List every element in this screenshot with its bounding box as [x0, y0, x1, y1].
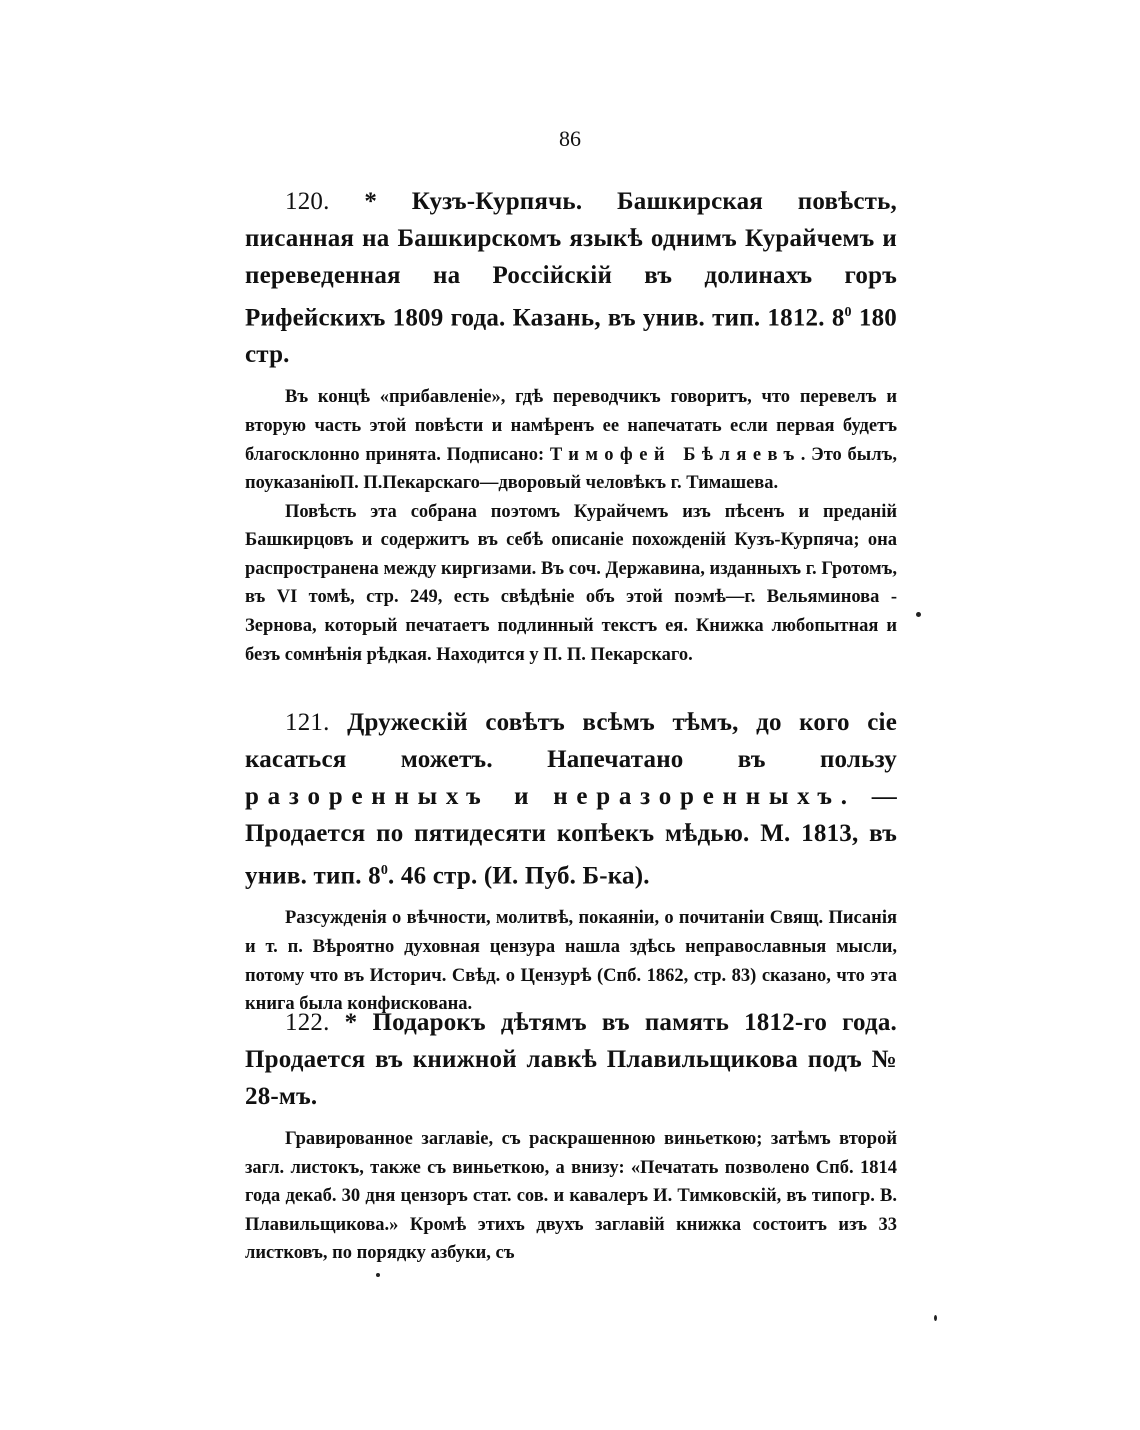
entry-121-title-a: Дружескій совѣтъ всѣмъ тѣмъ, до кого сіе касаться можетъ. Напечатано въ пользу — [245, 709, 898, 773]
entry-122-number: 122. — [285, 1009, 330, 1036]
entry-122-title: Подарокъ дѣтямъ въ память 1812-го года. Продается въ книжной лавкѣ Плавильщикова подъ № 28-мъ. — [245, 1009, 898, 1110]
entry-120-note-1-text-b: . Это былъ, поуказаніюП. П.Пекарскаго—дворовый человѣкъ г. Тимашева. — [245, 444, 897, 494]
entry-120-pages: 180 стр. — [245, 304, 897, 369]
scan-speck — [916, 612, 921, 617]
scan-speck — [376, 1273, 380, 1277]
entry-120-note-1-text-a: Въ концѣ «прибавленіе», гдѣ переводчикъ говоритъ, что перевелъ и вторую часть этой повѣсти и намѣренъ ее напечатать если первая будетъ благосклонно принята. Подписано: — [245, 387, 897, 465]
entry-121-format-degree: 0 — [380, 863, 389, 878]
entry-120-format-degree: 0 — [844, 305, 852, 320]
entry-122-note-1: Гравированное заглавіе, съ раскрашенною виньеткою; затѣмъ второй загл. листокъ, также съ виньеткою, а внизу: «Печатать позволено Спб. 1814 года декаб. 30 дня цензоръ стат. сов. и кавалеръ И. Тимковскій, въ типогр. В. Плавильщикова.» Кромѣ этихъ двухъ заглавій книжка состоитъ изъ 33 листковъ, по порядку азбуки, съ — [245, 1129, 897, 1264]
entry-122-heading — [245, 1004, 897, 1115]
entry-121-number: 121. — [285, 709, 330, 736]
entry-120-title: Кузъ-Курпячь. Башкирская повѣсть, писанная на Башкирскомъ языкѣ однимъ Курайчемъ и переведенная на Россійскій въ долинахъ горъ Рифейскихъ 1809 года. Казань, въ унив. тип. 1812. 8 — [245, 188, 898, 332]
entry-120-note-2: Повѣсть эта собрана поэтомъ Курайчемъ изъ пѣсенъ и преданій Башкирцовъ и содержитъ въ себѣ описаніе похожденій Кузъ-Курпяча; она распространена между киргизами. Въ соч. Державина, изданныхъ г. Гротомъ, въ VI томѣ, стр. 249, есть свѣдѣніе объ этой поэмѣ—г. Вельяминова - Зернова, который печатаетъ подлинный текстъ ея. Книжка любопытная и безъ сомнѣнія рѣдкая. Находится у П. П. Пекарскаго. — [245, 501, 897, 665]
entry-122-star: * — [344, 1009, 358, 1036]
entry-122 — [245, 1004, 897, 1268]
entry-120 — [245, 183, 897, 669]
entry-121-note-1: Разсужденія о вѣчности, молитвѣ, покаяніи, о почитаніи Свящ. Писанія и т. п. Вѣроятно духовная цензура нашла здѣсь неправославныя мысли, потому что въ Историч. Свѣд. о Цензурѣ (Спб. 1862, стр. 83) сказано, что эта книга была конфискована. — [245, 908, 897, 1015]
entry-120-note-1 — [245, 383, 897, 497]
entry-121-heading — [245, 704, 897, 894]
entry-120-note-1-signature: Тимофей Бѣляевъ — [549, 444, 801, 465]
entry-120-heading — [245, 183, 897, 373]
entry-121 — [245, 704, 897, 1019]
entry-121-title-c: . 46 стр. (И. Пуб. Б-ка). — [388, 862, 650, 890]
page-number: 86 — [559, 126, 581, 151]
scan-speck — [934, 1315, 937, 1321]
entry-121-title-mid: и — [489, 783, 554, 810]
entry-120-number: 120. — [285, 188, 330, 215]
entry-121-title-spaced-1: разоренныхъ — [245, 783, 490, 810]
entry-121-title-spaced-2: неразоренныхъ — [553, 783, 841, 810]
entry-121-title-b: . — Продается по пятидесяти копѣекъ мѣдью. М. 1813, въ унив. тип. 8 — [245, 783, 897, 890]
entry-120-star: * — [364, 188, 378, 215]
